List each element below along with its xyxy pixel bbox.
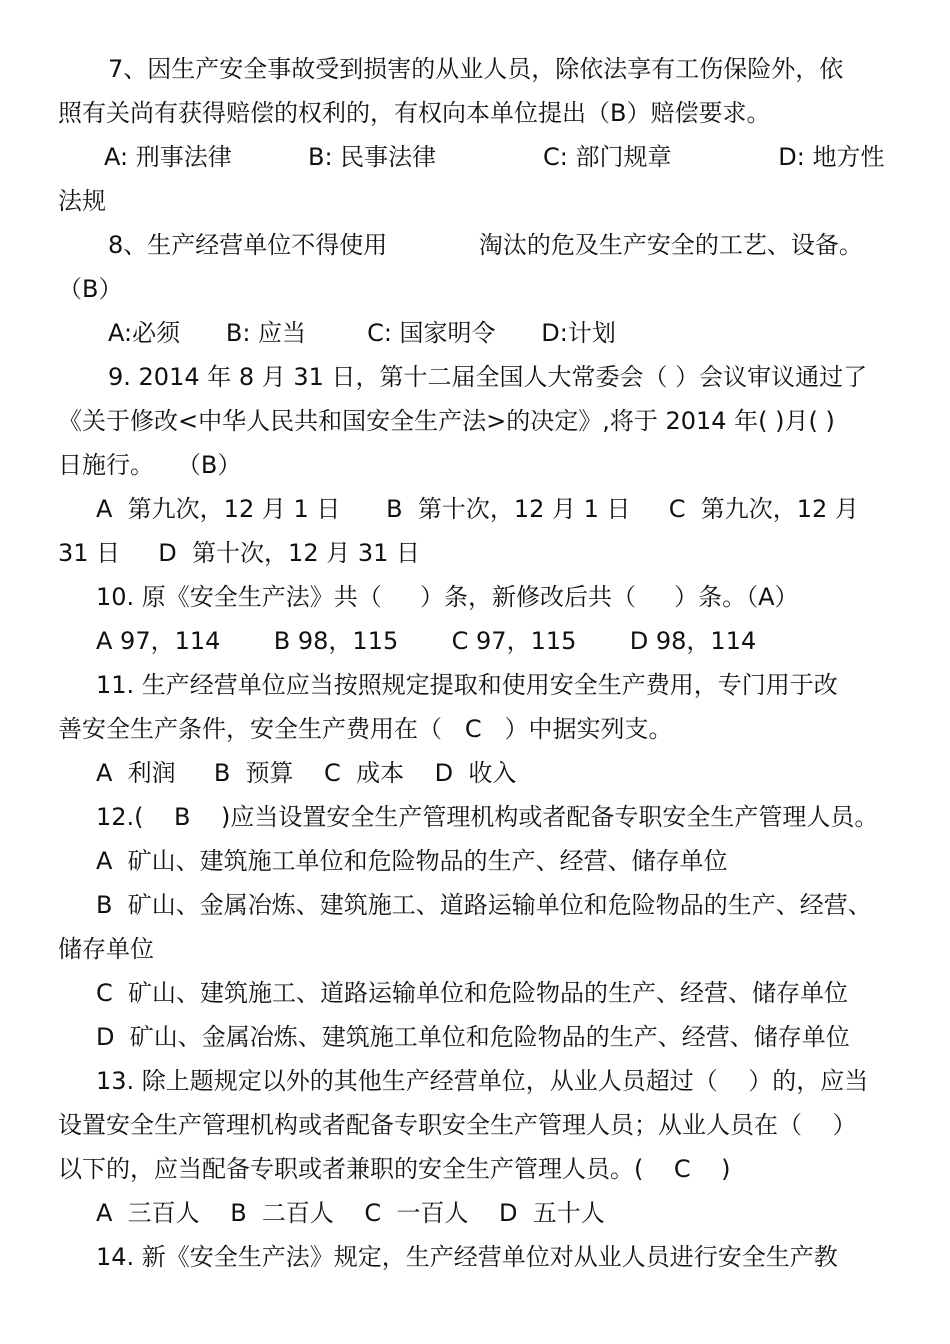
q13-text-line-1: 13. 除上题规定以外的其他生产经营单位，从业人员超过（ ）的，应当 — [96, 1067, 869, 1095]
q11-options: A 利润 B 预算 C 成本 D 收入 — [96, 759, 517, 787]
q12-option-b-line-1: B 矿山、金属冶炼、建筑施工、道路运输单位和危险物品的生产、经营、 — [96, 891, 872, 919]
q7-text-line-1: 7、因生产安全事故受到损害的从业人员，除依法享有工伤保险外，依 — [108, 55, 844, 83]
q7-options-line-1: A: 刑事法律 B: 民事法律 C: 部门规章 D: 地方性 — [104, 143, 885, 171]
q13-text-line-3: 以下的，应当配备专职或者兼职的安全生产管理人员。( C ) — [58, 1155, 731, 1183]
q7-options-line-2: 法规 — [58, 187, 106, 215]
q10-text: 10. 原《安全生产法》共（ ）条，新修改后共（ ）条。（A） — [96, 583, 799, 611]
q8-options: A:必须 B: 应当 C: 国家明令 D:计划 — [108, 319, 616, 347]
q12-option-d: D 矿山、金属冶炼、建筑施工单位和危险物品的生产、经营、储存单位 — [96, 1023, 850, 1051]
q9-text-line-1: 9. 2014 年 8 月 31 日，第十二届全国人大常委会（ ）会议审议通过了 — [108, 363, 868, 391]
q9-text-line-2: 《关于修改<中华人民共和国安全生产法>的决定》,将于 2014 年( )月( ) — [58, 407, 835, 435]
q10-options: A 97，114 B 98，115 C 97，115 D 98，114 — [96, 627, 757, 655]
q12-option-c: C 矿山、建筑施工、道路运输单位和危险物品的生产、经营、储存单位 — [96, 979, 849, 1007]
q9-options-line-1: A 第九次，12 月 1 日 B 第十次，12 月 1 日 C 第九次，12 月 — [96, 495, 859, 523]
q8-text-line-1: 8、生产经营单位不得使用 淘汰的危及生产安全的工艺、设备。 — [108, 231, 863, 259]
q9-options-line-2: 31 日 D 第十次，12 月 31 日 — [58, 539, 421, 567]
q11-text-line-2: 善安全生产条件，安全生产费用在（ C ）中据实列支。 — [58, 715, 673, 743]
q11-text-line-1: 11. 生产经营单位应当按照规定提取和使用安全生产费用，专门用于改 — [96, 671, 838, 699]
q12-option-b-line-2: 储存单位 — [58, 935, 154, 963]
q8-answer: （B） — [58, 275, 123, 303]
q12-option-a: A 矿山、建筑施工单位和危险物品的生产、经营、储存单位 — [96, 847, 728, 875]
q7-text-line-2: 照有关尚有获得赔偿的权利的，有权向本单位提出（B）赔偿要求。 — [58, 99, 771, 127]
q13-options: A 三百人 B 二百人 C 一百人 D 五十人 — [96, 1199, 605, 1227]
q14-text-line-1: 14. 新《安全生产法》规定，生产经营单位对从业人员进行安全生产教 — [96, 1243, 838, 1271]
q13-text-line-2: 设置安全生产管理机构或者配备专职安全生产管理人员；从业人员在（ ） — [58, 1111, 857, 1139]
q9-text-line-3: 日施行。 （B） — [58, 451, 242, 479]
q12-text: 12.( B )应当设置安全生产管理机构或者配备专职安全生产管理人员。 — [96, 803, 879, 831]
